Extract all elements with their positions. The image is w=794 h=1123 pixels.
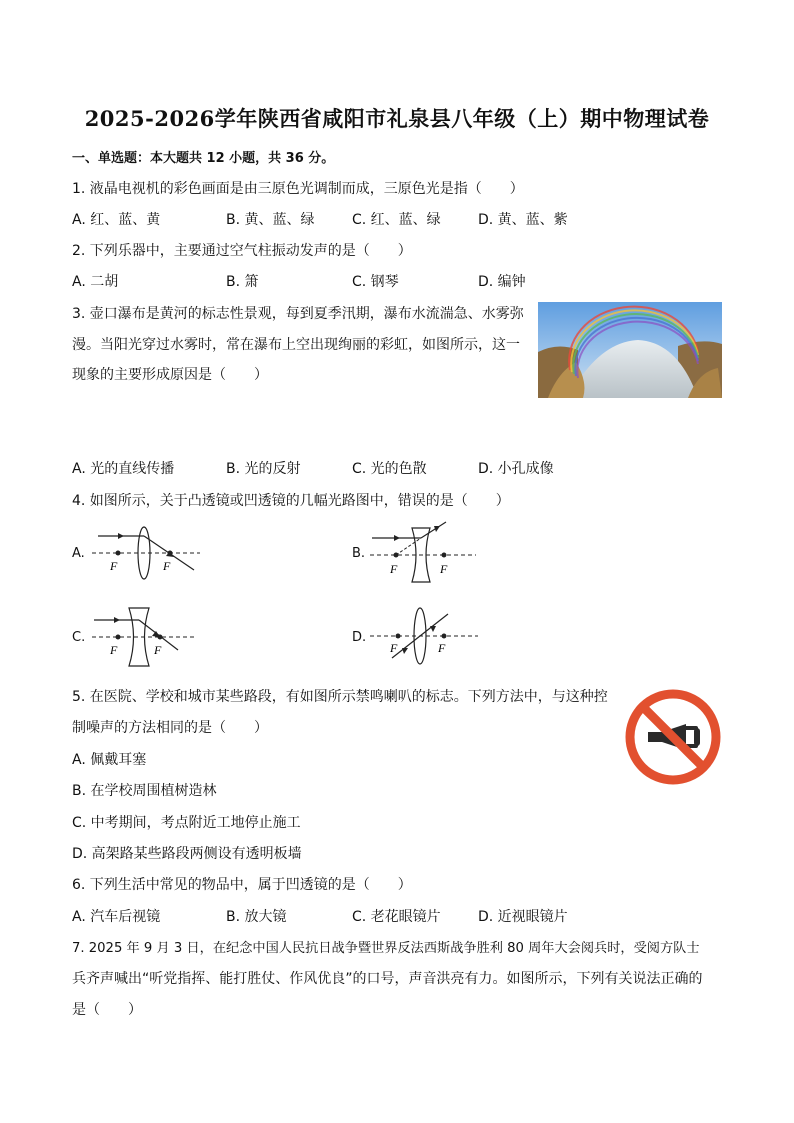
lens-diagram-d [368, 602, 480, 668]
question-6-option-d: D. 近视眼镜片 [478, 909, 568, 925]
question-1-option-b: B. 黄、蓝、绿 [226, 212, 315, 228]
focus-label: F [390, 562, 398, 576]
question-3-option-d: D. 小孔成像 [478, 461, 554, 477]
question-5-stem-line-2: 制噪声的方法相同的是（ ） [72, 720, 268, 736]
question-1-option-d: D. 黄、蓝、紫 [478, 212, 568, 228]
focus-label: F [154, 643, 162, 657]
question-4-stem: 4. 如图所示，关于凸透镜或凹透镜的几幅光路图中，错误的是（ ） [72, 493, 510, 509]
question-2-stem: 2. 下列乐器中，主要通过空气柱振动发声的是（ ） [72, 243, 412, 259]
focus-label: F [440, 562, 448, 576]
question-2-option-b: B. 箫 [226, 274, 259, 290]
diagram-d-label: D. [352, 630, 367, 645]
question-5-option-d: D. 高架路某些路段两侧设有透明板墙 [72, 846, 302, 862]
question-5-stem-line-1: 5. 在医院、学校和城市某些路段，有如图所示禁鸣喇叭的标志。下列方法中，与这种控 [72, 689, 608, 705]
focus-label: F [390, 641, 398, 655]
question-1-stem: 1. 液晶电视机的彩色画面是由三原色光调制而成，三原色光是指（ ） [72, 181, 524, 197]
diagram-a-label: A. [72, 546, 85, 561]
page-title: 2025-2026学年陕西省咸阳市礼泉县八年级（上）期中物理试卷 [84, 106, 710, 131]
question-6-option-c: C. 老花眼镜片 [352, 909, 441, 925]
diagram-c-label: C. [72, 630, 86, 645]
question-6-option-b: B. 放大镜 [226, 909, 287, 925]
question-5-option-b: B. 在学校周围植树造林 [72, 783, 217, 799]
lens-diagram-c [88, 602, 198, 668]
question-7-stem-line-1: 7. 2025 年 9 月 3 日，在纪念中国人民抗日战争暨世界反法西斯战争胜利 80 周年大会阅兵时，受阅方队士 [72, 941, 700, 956]
focus-label: F [110, 643, 118, 657]
question-2-option-d: D. 编钟 [478, 274, 526, 290]
question-3-stem-line-1: 3. 壶口瀑布是黄河的标志性景观，每到夏季汛期，瀑布水流湍急、水雾弥 [72, 306, 524, 322]
question-6-stem: 6. 下列生活中常见的物品中，属于凹透镜的是（ ） [72, 877, 412, 893]
question-3-stem-line-3: 现象的主要形成原因是（ ） [72, 367, 268, 383]
no-horn-sign-icon [624, 688, 722, 786]
question-7-stem-line-2: 兵齐声喊出“听党指挥、能打胜仗、作风优良”的口号，声音洪亮有力。如图所示，下列有关说法正确的 [72, 971, 703, 987]
question-3-option-c: C. 光的色散 [352, 461, 427, 477]
lens-diagram-a [88, 522, 203, 584]
question-2-option-a: A. 二胡 [72, 274, 119, 290]
diagram-b-label: B. [352, 546, 366, 561]
question-5-option-a: A. 佩戴耳塞 [72, 752, 147, 768]
question-6-option-a: A. 汽车后视镜 [72, 909, 161, 925]
section-heading: 一、单选题：本大题共 12 小题，共 36 分。 [72, 151, 335, 166]
question-3-option-a: A. 光的直线传播 [72, 461, 175, 477]
focus-label: F [438, 641, 446, 655]
question-3-stem-line-2: 漫。当阳光穿过水雾时，常在瀑布上空出现绚丽的彩虹，如图所示，这一 [72, 337, 520, 353]
lens-diagram-b [368, 518, 478, 584]
question-3-option-b: B. 光的反射 [226, 461, 301, 477]
focus-label: F [163, 559, 171, 573]
waterfall-rainbow-image [538, 302, 722, 398]
question-7-stem-line-3: 是（ ） [72, 1002, 142, 1018]
focus-label: F [110, 559, 118, 573]
question-1-option-a: A. 红、蓝、黄 [72, 212, 161, 228]
question-5-option-c: C. 中考期间，考点附近工地停止施工 [72, 815, 301, 831]
question-2-option-c: C. 钢琴 [352, 274, 399, 290]
question-1-option-c: C. 红、蓝、绿 [352, 212, 441, 228]
